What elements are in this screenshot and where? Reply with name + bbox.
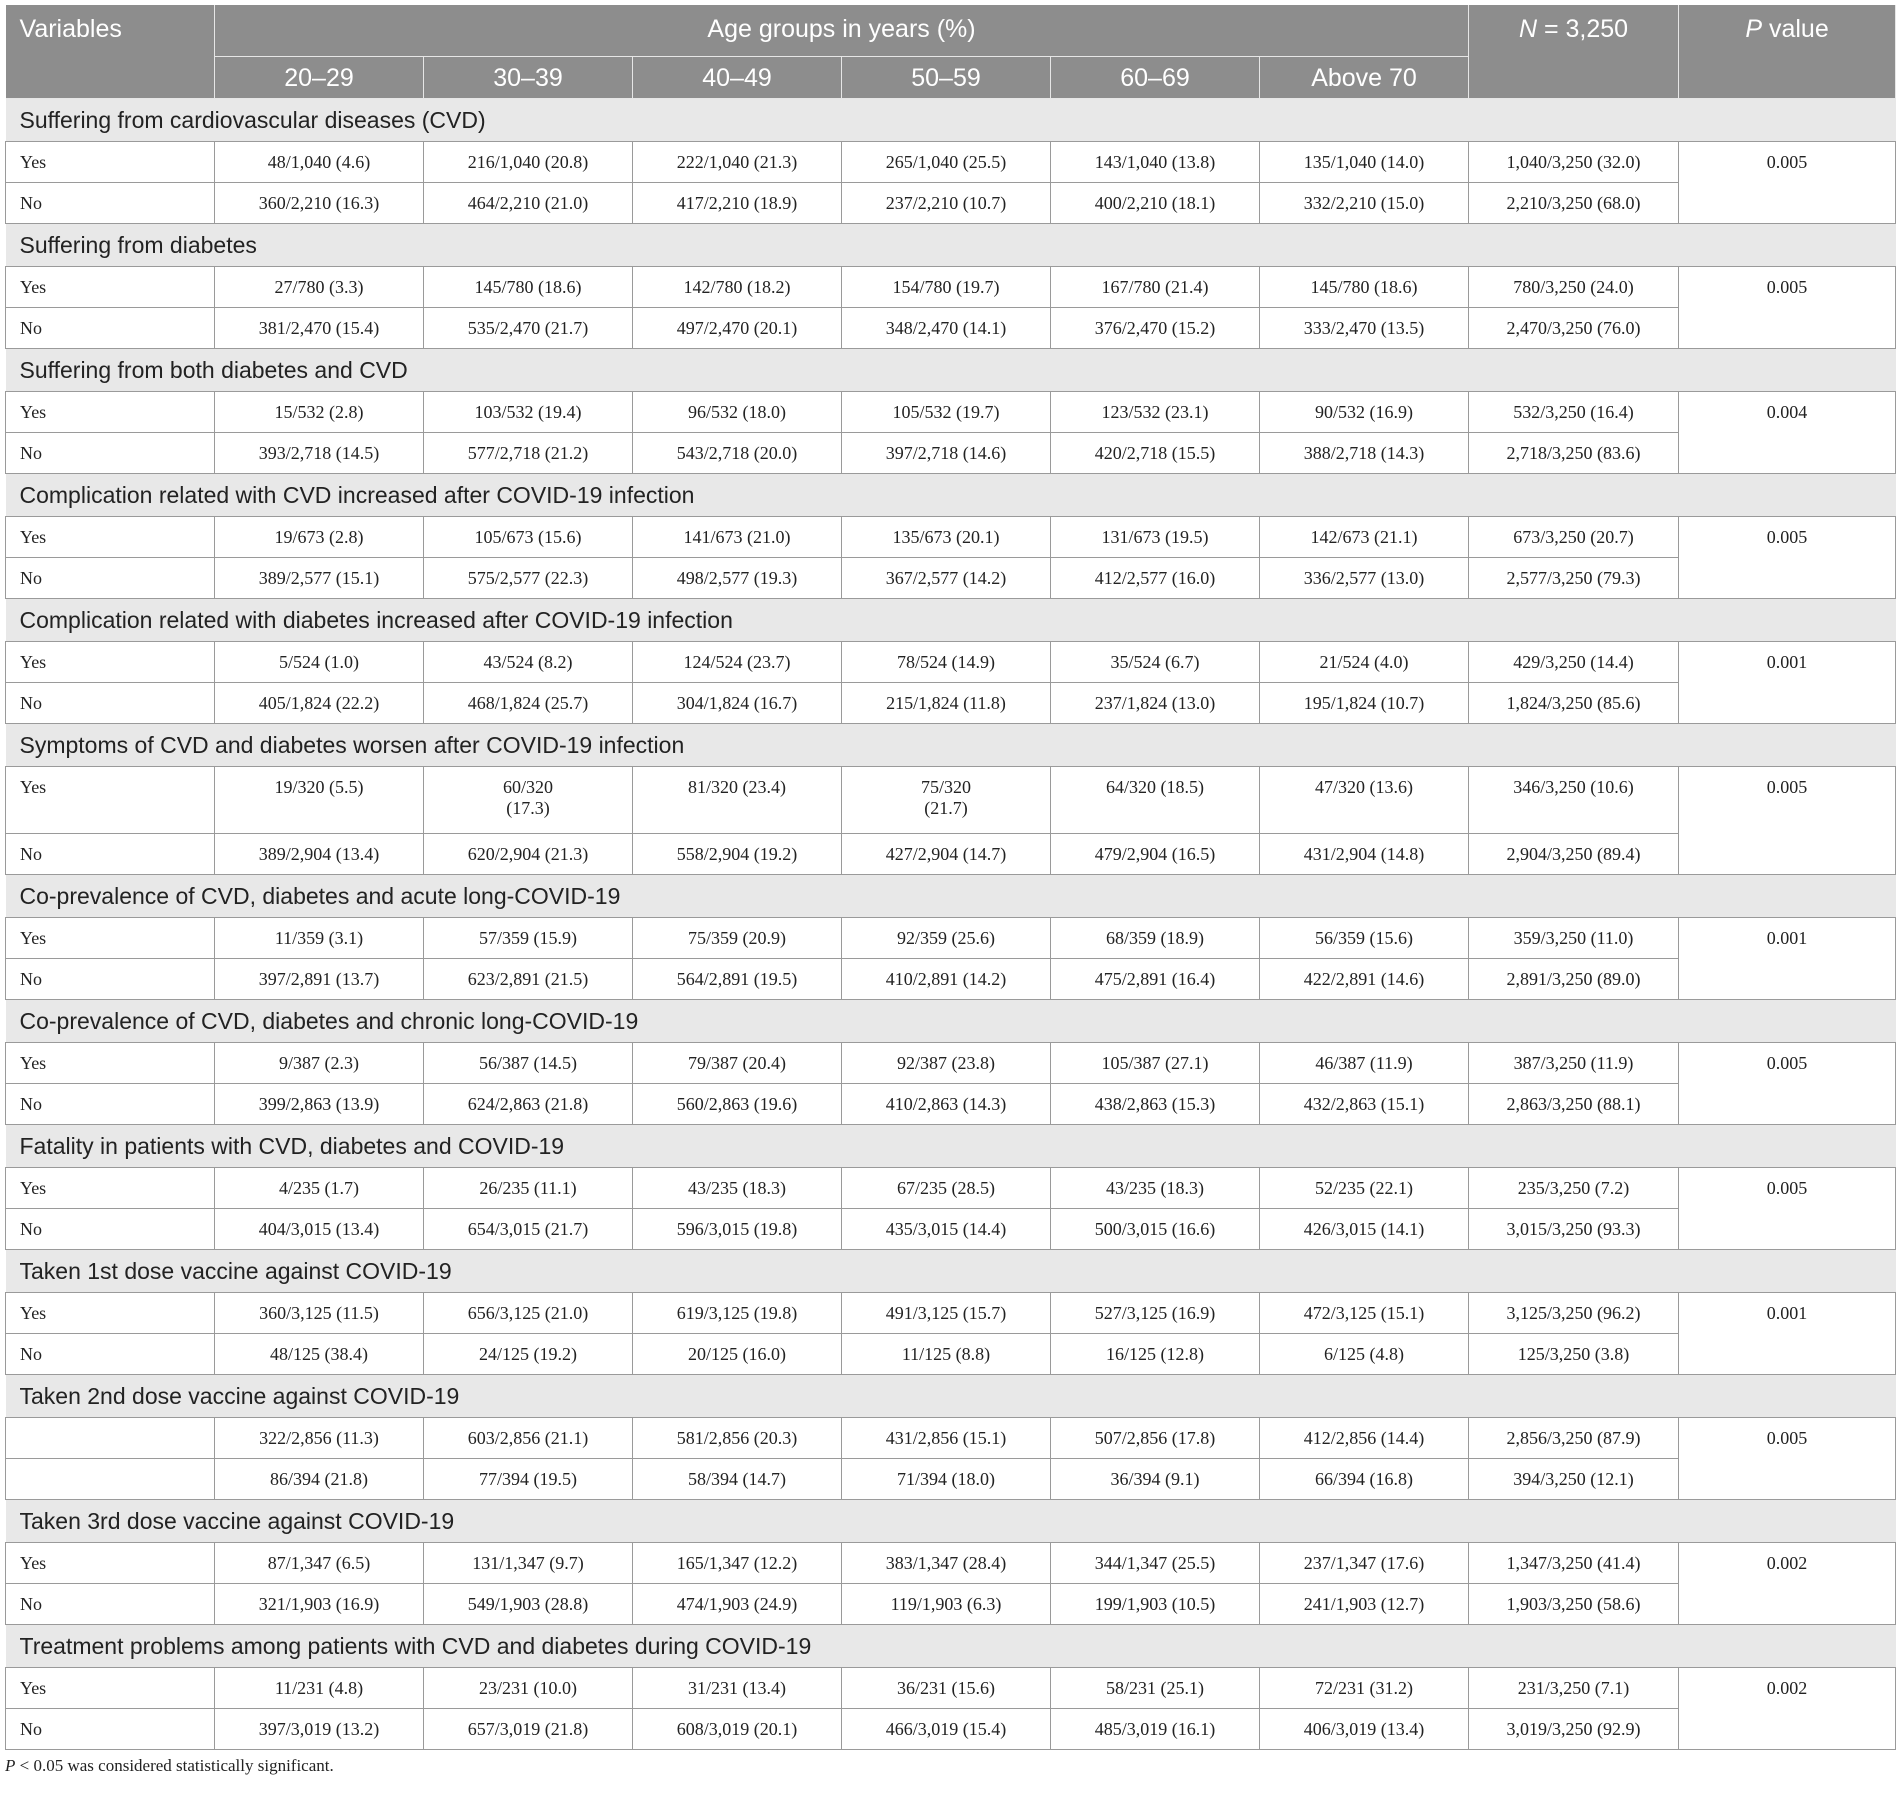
cell-value: 656/3,125 (21.0) xyxy=(424,1293,633,1334)
cell-value: 19/673 (2.8) xyxy=(215,517,424,558)
table-row xyxy=(6,142,1896,183)
cell-total: 3,125/3,250 (96.2) xyxy=(1469,1293,1679,1334)
cell-value: 417/2,210 (18.9) xyxy=(633,183,842,224)
cell-total: 346/3,250 (10.6) xyxy=(1469,767,1679,834)
header-variables: Variables xyxy=(6,5,215,99)
section-header-row xyxy=(6,1125,1896,1168)
cell-value: 388/2,718 (14.3) xyxy=(1260,433,1469,474)
row-label: No xyxy=(6,183,215,224)
cell-value: 564/2,891 (19.5) xyxy=(633,959,842,1000)
row-label: No xyxy=(6,308,215,349)
cell-value: 422/2,891 (14.6) xyxy=(1260,959,1469,1000)
cell-value: 399/2,863 (13.9) xyxy=(215,1084,424,1125)
cell-value: 11/231 (4.8) xyxy=(215,1668,424,1709)
cell-value: 624/2,863 (21.8) xyxy=(424,1084,633,1125)
section-title: Suffering from diabetes xyxy=(6,224,1896,267)
row-label: Yes xyxy=(6,642,215,683)
cell-value: 397/2,891 (13.7) xyxy=(215,959,424,1000)
cell-total: 2,577/3,250 (79.3) xyxy=(1469,558,1679,599)
section-title: Complication related with CVD increased after COVID-19 infection xyxy=(6,474,1896,517)
cell-value: 560/2,863 (19.6) xyxy=(633,1084,842,1125)
header-n-total xyxy=(1469,5,1679,99)
section-title: Co-prevalence of CVD, diabetes and chronic long-COVID-19 xyxy=(6,1000,1896,1043)
cell-p-value: 0.005 xyxy=(1679,1168,1896,1250)
table-row xyxy=(6,267,1896,308)
cell-p-value: 0.005 xyxy=(1679,267,1896,349)
cell-value: 77/394 (19.5) xyxy=(424,1459,633,1500)
cell-value: 87/1,347 (6.5) xyxy=(215,1543,424,1584)
cell-total: 359/3,250 (11.0) xyxy=(1469,918,1679,959)
header-age-50-59: 50–59 xyxy=(842,57,1051,99)
cell-value: 92/387 (23.8) xyxy=(842,1043,1051,1084)
cell-value: 5/524 (1.0) xyxy=(215,642,424,683)
cell-value: 75/359 (20.9) xyxy=(633,918,842,959)
cell-value: 435/3,015 (14.4) xyxy=(842,1209,1051,1250)
section-title: Taken 1st dose vaccine against COVID-19 xyxy=(6,1250,1896,1293)
cell-total: 673/3,250 (20.7) xyxy=(1469,517,1679,558)
header-age-above-70: Above 70 xyxy=(1260,57,1469,99)
cell-value: 48/1,040 (4.6) xyxy=(215,142,424,183)
cell-total: 2,210/3,250 (68.0) xyxy=(1469,183,1679,224)
row-label: No xyxy=(6,433,215,474)
cell-value: 619/3,125 (19.8) xyxy=(633,1293,842,1334)
cell-value: 404/3,015 (13.4) xyxy=(215,1209,424,1250)
cell-value: 405/1,824 (22.2) xyxy=(215,683,424,724)
cell-value: 119/1,903 (6.3) xyxy=(842,1584,1051,1625)
row-label xyxy=(6,1418,215,1459)
cell-value: 86/394 (21.8) xyxy=(215,1459,424,1500)
cell-value: 497/2,470 (20.1) xyxy=(633,308,842,349)
cell-value: 507/2,856 (17.8) xyxy=(1051,1418,1260,1459)
row-label: No xyxy=(6,1584,215,1625)
cell-value: 215/1,824 (11.8) xyxy=(842,683,1051,724)
cell-value: 498/2,577 (19.3) xyxy=(633,558,842,599)
cell-value: 96/532 (18.0) xyxy=(633,392,842,433)
header-n-symbol: N xyxy=(1518,15,1538,43)
cell-total: 235/3,250 (7.2) xyxy=(1469,1168,1679,1209)
row-label: Yes xyxy=(6,142,215,183)
cell-value: 131/673 (19.5) xyxy=(1051,517,1260,558)
cell-value: 475/2,891 (16.4) xyxy=(1051,959,1260,1000)
cell-value: 142/780 (18.2) xyxy=(633,267,842,308)
header-p-value xyxy=(1679,5,1896,99)
cell-p-value: 0.002 xyxy=(1679,1543,1896,1625)
cell-value: 474/1,903 (24.9) xyxy=(633,1584,842,1625)
cell-value: 265/1,040 (25.5) xyxy=(842,142,1051,183)
header-p-symbol: P xyxy=(1745,15,1763,43)
table-row xyxy=(6,1334,1896,1375)
cell-value: 135/673 (20.1) xyxy=(842,517,1051,558)
cell-total: 2,856/3,250 (87.9) xyxy=(1469,1418,1679,1459)
cell-value: 143/1,040 (13.8) xyxy=(1051,142,1260,183)
cell-p-value: 0.005 xyxy=(1679,142,1896,224)
table-row xyxy=(6,183,1896,224)
cell-value: 79/387 (20.4) xyxy=(633,1043,842,1084)
cell-value: 367/2,577 (14.2) xyxy=(842,558,1051,599)
cell-value: 322/2,856 (11.3) xyxy=(215,1418,424,1459)
cell-value: 21/524 (4.0) xyxy=(1260,642,1469,683)
cell-value: 485/3,019 (16.1) xyxy=(1051,1709,1260,1750)
cell-value: 23/231 (10.0) xyxy=(424,1668,633,1709)
table-row xyxy=(6,1459,1896,1500)
row-label: No xyxy=(6,834,215,875)
table-row xyxy=(6,392,1896,433)
cell-value: 432/2,863 (15.1) xyxy=(1260,1084,1469,1125)
cell-value: 56/359 (15.6) xyxy=(1260,918,1469,959)
cell-value: 11/125 (8.8) xyxy=(842,1334,1051,1375)
cell-value: 389/2,577 (15.1) xyxy=(215,558,424,599)
cell-value: 654/3,015 (21.7) xyxy=(424,1209,633,1250)
cell-value: 167/780 (21.4) xyxy=(1051,267,1260,308)
cell-value: 381/2,470 (15.4) xyxy=(215,308,424,349)
row-label: Yes xyxy=(6,392,215,433)
cell-value: 657/3,019 (21.8) xyxy=(424,1709,633,1750)
cell-value: 6/125 (4.8) xyxy=(1260,1334,1469,1375)
cell-value: 26/235 (11.1) xyxy=(424,1168,633,1209)
cell-value: 376/2,470 (15.2) xyxy=(1051,308,1260,349)
cell-total: 387/3,250 (11.9) xyxy=(1469,1043,1679,1084)
cell-value: 43/235 (18.3) xyxy=(633,1168,842,1209)
cell-total: 1,040/3,250 (32.0) xyxy=(1469,142,1679,183)
cell-value: 36/231 (15.6) xyxy=(842,1668,1051,1709)
table-row xyxy=(6,918,1896,959)
cell-value: 620/2,904 (21.3) xyxy=(424,834,633,875)
cell-value: 393/2,718 (14.5) xyxy=(215,433,424,474)
header-age-30-39: 30–39 xyxy=(424,57,633,99)
cell-value: 52/235 (22.1) xyxy=(1260,1168,1469,1209)
cell-value: 426/3,015 (14.1) xyxy=(1260,1209,1469,1250)
cell-value: 333/2,470 (13.5) xyxy=(1260,308,1469,349)
cell-value: 123/532 (23.1) xyxy=(1051,392,1260,433)
section-header-row xyxy=(6,99,1896,142)
cell-value: 608/3,019 (20.1) xyxy=(633,1709,842,1750)
row-label: Yes xyxy=(6,918,215,959)
cell-value: 195/1,824 (10.7) xyxy=(1260,683,1469,724)
cell-value: 31/231 (13.4) xyxy=(633,1668,842,1709)
cell-value: 36/394 (9.1) xyxy=(1051,1459,1260,1500)
cell-value: 58/394 (14.7) xyxy=(633,1459,842,1500)
header-age-groups: Age groups in years (%) xyxy=(215,5,1469,57)
cell-total: 231/3,250 (7.1) xyxy=(1469,1668,1679,1709)
cell-p-value: 0.001 xyxy=(1679,642,1896,724)
cell-total: 394/3,250 (12.1) xyxy=(1469,1459,1679,1500)
cell-value: 43/235 (18.3) xyxy=(1051,1168,1260,1209)
cell-value: 348/2,470 (14.1) xyxy=(842,308,1051,349)
cell-value: 67/235 (28.5) xyxy=(842,1168,1051,1209)
cell-value: 535/2,470 (21.7) xyxy=(424,308,633,349)
cell-value: 27/780 (3.3) xyxy=(215,267,424,308)
row-label: No xyxy=(6,959,215,1000)
table-row xyxy=(6,1293,1896,1334)
cell-value: 58/231 (25.1) xyxy=(1051,1668,1260,1709)
cell-value: 9/387 (2.3) xyxy=(215,1043,424,1084)
cell-value: 410/2,891 (14.2) xyxy=(842,959,1051,1000)
section-header-row xyxy=(6,724,1896,767)
footnote-text: < 0.05 was considered statistically significant. xyxy=(15,1756,334,1775)
cell-value: 332/2,210 (15.0) xyxy=(1260,183,1469,224)
cell-value: 199/1,903 (10.5) xyxy=(1051,1584,1260,1625)
row-label xyxy=(6,1459,215,1500)
cell-value: 105/532 (19.7) xyxy=(842,392,1051,433)
header-n-value: = 3,250 xyxy=(1537,15,1629,43)
section-title: Fatality in patients with CVD, diabetes and COVID-19 xyxy=(6,1125,1896,1168)
cell-value: 321/1,903 (16.9) xyxy=(215,1584,424,1625)
cell-value: 81/320 (23.4) xyxy=(633,767,842,834)
cell-value: 222/1,040 (21.3) xyxy=(633,142,842,183)
cell-p-value: 0.005 xyxy=(1679,517,1896,599)
table-row xyxy=(6,834,1896,875)
cell-value: 543/2,718 (20.0) xyxy=(633,433,842,474)
cell-value: 397/2,718 (14.6) xyxy=(842,433,1051,474)
cell-value: 60/320 (17.3) xyxy=(424,767,633,834)
table-footnote xyxy=(5,1756,1895,1776)
cell-value: 15/532 (2.8) xyxy=(215,392,424,433)
row-label: Yes xyxy=(6,1543,215,1584)
cell-value: 124/524 (23.7) xyxy=(633,642,842,683)
row-label: Yes xyxy=(6,1293,215,1334)
row-label: Yes xyxy=(6,267,215,308)
cell-value: 141/673 (21.0) xyxy=(633,517,842,558)
cell-value: 438/2,863 (15.3) xyxy=(1051,1084,1260,1125)
cell-value: 131/1,347 (9.7) xyxy=(424,1543,633,1584)
cell-total: 2,718/3,250 (83.6) xyxy=(1469,433,1679,474)
cell-value: 466/3,019 (15.4) xyxy=(842,1709,1051,1750)
table-header xyxy=(6,5,1896,99)
cell-value: 575/2,577 (22.3) xyxy=(424,558,633,599)
section-title: Complication related with diabetes increased after COVID-19 infection xyxy=(6,599,1896,642)
cell-value: 48/125 (38.4) xyxy=(215,1334,424,1375)
cell-value: 344/1,347 (25.5) xyxy=(1051,1543,1260,1584)
cell-value: 237/2,210 (10.7) xyxy=(842,183,1051,224)
cell-value: 145/780 (18.6) xyxy=(1260,267,1469,308)
section-title: Taken 2nd dose vaccine against COVID-19 xyxy=(6,1375,1896,1418)
table-body xyxy=(6,99,1896,1750)
cell-p-value: 0.001 xyxy=(1679,1293,1896,1375)
cell-value: 412/2,856 (14.4) xyxy=(1260,1418,1469,1459)
cell-value: 135/1,040 (14.0) xyxy=(1260,142,1469,183)
cell-value: 406/3,019 (13.4) xyxy=(1260,1709,1469,1750)
cell-total: 532/3,250 (16.4) xyxy=(1469,392,1679,433)
table-row xyxy=(6,517,1896,558)
cell-p-value: 0.005 xyxy=(1679,767,1896,875)
row-label: Yes xyxy=(6,517,215,558)
section-header-row xyxy=(6,1000,1896,1043)
table-row xyxy=(6,683,1896,724)
table-row xyxy=(6,1043,1896,1084)
section-header-row xyxy=(6,224,1896,267)
cell-value: 360/2,210 (16.3) xyxy=(215,183,424,224)
section-header-row xyxy=(6,599,1896,642)
table-row xyxy=(6,1668,1896,1709)
section-header-row xyxy=(6,1625,1896,1668)
section-title: Suffering from cardiovascular diseases (CVD) xyxy=(6,99,1896,142)
table-row xyxy=(6,1709,1896,1750)
cell-total: 780/3,250 (24.0) xyxy=(1469,267,1679,308)
cell-value: 549/1,903 (28.8) xyxy=(424,1584,633,1625)
section-header-row xyxy=(6,1500,1896,1543)
cell-value: 623/2,891 (21.5) xyxy=(424,959,633,1000)
cell-value: 105/387 (27.1) xyxy=(1051,1043,1260,1084)
cell-value: 47/320 (13.6) xyxy=(1260,767,1469,834)
section-title: Taken 3rd dose vaccine against COVID-19 xyxy=(6,1500,1896,1543)
table-row xyxy=(6,642,1896,683)
row-label: Yes xyxy=(6,1668,215,1709)
row-label: No xyxy=(6,1209,215,1250)
cell-value: 4/235 (1.7) xyxy=(215,1168,424,1209)
cell-total: 1,903/3,250 (58.6) xyxy=(1469,1584,1679,1625)
cell-total: 2,891/3,250 (89.0) xyxy=(1469,959,1679,1000)
cell-p-value: 0.005 xyxy=(1679,1043,1896,1125)
cell-value: 427/2,904 (14.7) xyxy=(842,834,1051,875)
cell-total: 2,470/3,250 (76.0) xyxy=(1469,308,1679,349)
cell-value: 46/387 (11.9) xyxy=(1260,1043,1469,1084)
results-table xyxy=(5,5,1896,1750)
cell-value: 20/125 (16.0) xyxy=(633,1334,842,1375)
section-title: Symptoms of CVD and diabetes worsen after COVID-19 infection xyxy=(6,724,1896,767)
cell-value: 412/2,577 (16.0) xyxy=(1051,558,1260,599)
table-row xyxy=(6,959,1896,1000)
cell-value: 64/320 (18.5) xyxy=(1051,767,1260,834)
cell-total: 1,347/3,250 (41.4) xyxy=(1469,1543,1679,1584)
table-row xyxy=(6,1168,1896,1209)
section-title: Treatment problems among patients with CVD and diabetes during COVID-19 xyxy=(6,1625,1896,1668)
cell-value: 237/1,824 (13.0) xyxy=(1051,683,1260,724)
cell-p-value: 0.002 xyxy=(1679,1668,1896,1750)
cell-value: 431/2,904 (14.8) xyxy=(1260,834,1469,875)
cell-value: 105/673 (15.6) xyxy=(424,517,633,558)
cell-value: 57/359 (15.9) xyxy=(424,918,633,959)
cell-value: 75/320 (21.7) xyxy=(842,767,1051,834)
row-label: No xyxy=(6,683,215,724)
cell-value: 19/320 (5.5) xyxy=(215,767,424,834)
table-row xyxy=(6,1543,1896,1584)
cell-value: 603/2,856 (21.1) xyxy=(424,1418,633,1459)
section-header-row xyxy=(6,349,1896,392)
cell-total: 125/3,250 (3.8) xyxy=(1469,1334,1679,1375)
cell-value: 78/524 (14.9) xyxy=(842,642,1051,683)
cell-value: 491/3,125 (15.7) xyxy=(842,1293,1051,1334)
cell-total: 2,904/3,250 (89.4) xyxy=(1469,834,1679,875)
header-age-60-69: 60–69 xyxy=(1051,57,1260,99)
section-title: Co-prevalence of CVD, diabetes and acute long-COVID-19 xyxy=(6,875,1896,918)
cell-value: 154/780 (19.7) xyxy=(842,267,1051,308)
cell-value: 216/1,040 (20.8) xyxy=(424,142,633,183)
header-age-40-49: 40–49 xyxy=(633,57,842,99)
cell-value: 142/673 (21.1) xyxy=(1260,517,1469,558)
cell-value: 68/359 (18.9) xyxy=(1051,918,1260,959)
table-row xyxy=(6,1584,1896,1625)
header-p-suffix: value xyxy=(1762,15,1829,43)
section-header-row xyxy=(6,474,1896,517)
table-row xyxy=(6,767,1896,834)
cell-value: 56/387 (14.5) xyxy=(424,1043,633,1084)
cell-value: 35/524 (6.7) xyxy=(1051,642,1260,683)
cell-value: 24/125 (19.2) xyxy=(424,1334,633,1375)
cell-value: 558/2,904 (19.2) xyxy=(633,834,842,875)
row-label: Yes xyxy=(6,767,215,834)
cell-value: 577/2,718 (21.2) xyxy=(424,433,633,474)
section-title: Suffering from both diabetes and CVD xyxy=(6,349,1896,392)
cell-value: 11/359 (3.1) xyxy=(215,918,424,959)
cell-value: 237/1,347 (17.6) xyxy=(1260,1543,1469,1584)
cell-total: 3,015/3,250 (93.3) xyxy=(1469,1209,1679,1250)
cell-value: 410/2,863 (14.3) xyxy=(842,1084,1051,1125)
section-header-row xyxy=(6,1375,1896,1418)
cell-value: 165/1,347 (12.2) xyxy=(633,1543,842,1584)
cell-value: 596/3,015 (19.8) xyxy=(633,1209,842,1250)
cell-value: 66/394 (16.8) xyxy=(1260,1459,1469,1500)
cell-value: 500/3,015 (16.6) xyxy=(1051,1209,1260,1250)
table-row xyxy=(6,433,1896,474)
cell-value: 472/3,125 (15.1) xyxy=(1260,1293,1469,1334)
cell-value: 479/2,904 (16.5) xyxy=(1051,834,1260,875)
row-label: No xyxy=(6,558,215,599)
cell-value: 397/3,019 (13.2) xyxy=(215,1709,424,1750)
table-container xyxy=(5,5,1895,1776)
cell-value: 420/2,718 (15.5) xyxy=(1051,433,1260,474)
cell-value: 468/1,824 (25.7) xyxy=(424,683,633,724)
table-row xyxy=(6,1209,1896,1250)
cell-value: 527/3,125 (16.9) xyxy=(1051,1293,1260,1334)
cell-value: 72/231 (31.2) xyxy=(1260,1668,1469,1709)
row-label: No xyxy=(6,1334,215,1375)
cell-value: 103/532 (19.4) xyxy=(424,392,633,433)
footnote-p-symbol: P xyxy=(5,1756,16,1775)
cell-value: 400/2,210 (18.1) xyxy=(1051,183,1260,224)
cell-value: 383/1,347 (28.4) xyxy=(842,1543,1051,1584)
cell-total: 1,824/3,250 (85.6) xyxy=(1469,683,1679,724)
row-label: No xyxy=(6,1084,215,1125)
cell-total: 429/3,250 (14.4) xyxy=(1469,642,1679,683)
cell-total: 2,863/3,250 (88.1) xyxy=(1469,1084,1679,1125)
cell-value: 43/524 (8.2) xyxy=(424,642,633,683)
cell-p-value: 0.004 xyxy=(1679,392,1896,474)
cell-total: 3,019/3,250 (92.9) xyxy=(1469,1709,1679,1750)
row-label: Yes xyxy=(6,1168,215,1209)
cell-value: 241/1,903 (12.7) xyxy=(1260,1584,1469,1625)
table-row xyxy=(6,558,1896,599)
section-header-row xyxy=(6,875,1896,918)
cell-value: 16/125 (12.8) xyxy=(1051,1334,1260,1375)
cell-value: 304/1,824 (16.7) xyxy=(633,683,842,724)
row-label: Yes xyxy=(6,1043,215,1084)
table-row xyxy=(6,1084,1896,1125)
cell-value: 92/359 (25.6) xyxy=(842,918,1051,959)
cell-value: 90/532 (16.9) xyxy=(1260,392,1469,433)
table-row xyxy=(6,1418,1896,1459)
cell-value: 71/394 (18.0) xyxy=(842,1459,1051,1500)
cell-p-value: 0.001 xyxy=(1679,918,1896,1000)
cell-value: 431/2,856 (15.1) xyxy=(842,1418,1051,1459)
cell-value: 360/3,125 (11.5) xyxy=(215,1293,424,1334)
cell-value: 581/2,856 (20.3) xyxy=(633,1418,842,1459)
section-header-row xyxy=(6,1250,1896,1293)
cell-value: 336/2,577 (13.0) xyxy=(1260,558,1469,599)
cell-p-value: 0.005 xyxy=(1679,1418,1896,1500)
row-label: No xyxy=(6,1709,215,1750)
cell-value: 145/780 (18.6) xyxy=(424,267,633,308)
header-age-20-29: 20–29 xyxy=(215,57,424,99)
table-row xyxy=(6,308,1896,349)
cell-value: 389/2,904 (13.4) xyxy=(215,834,424,875)
cell-value: 464/2,210 (21.0) xyxy=(424,183,633,224)
